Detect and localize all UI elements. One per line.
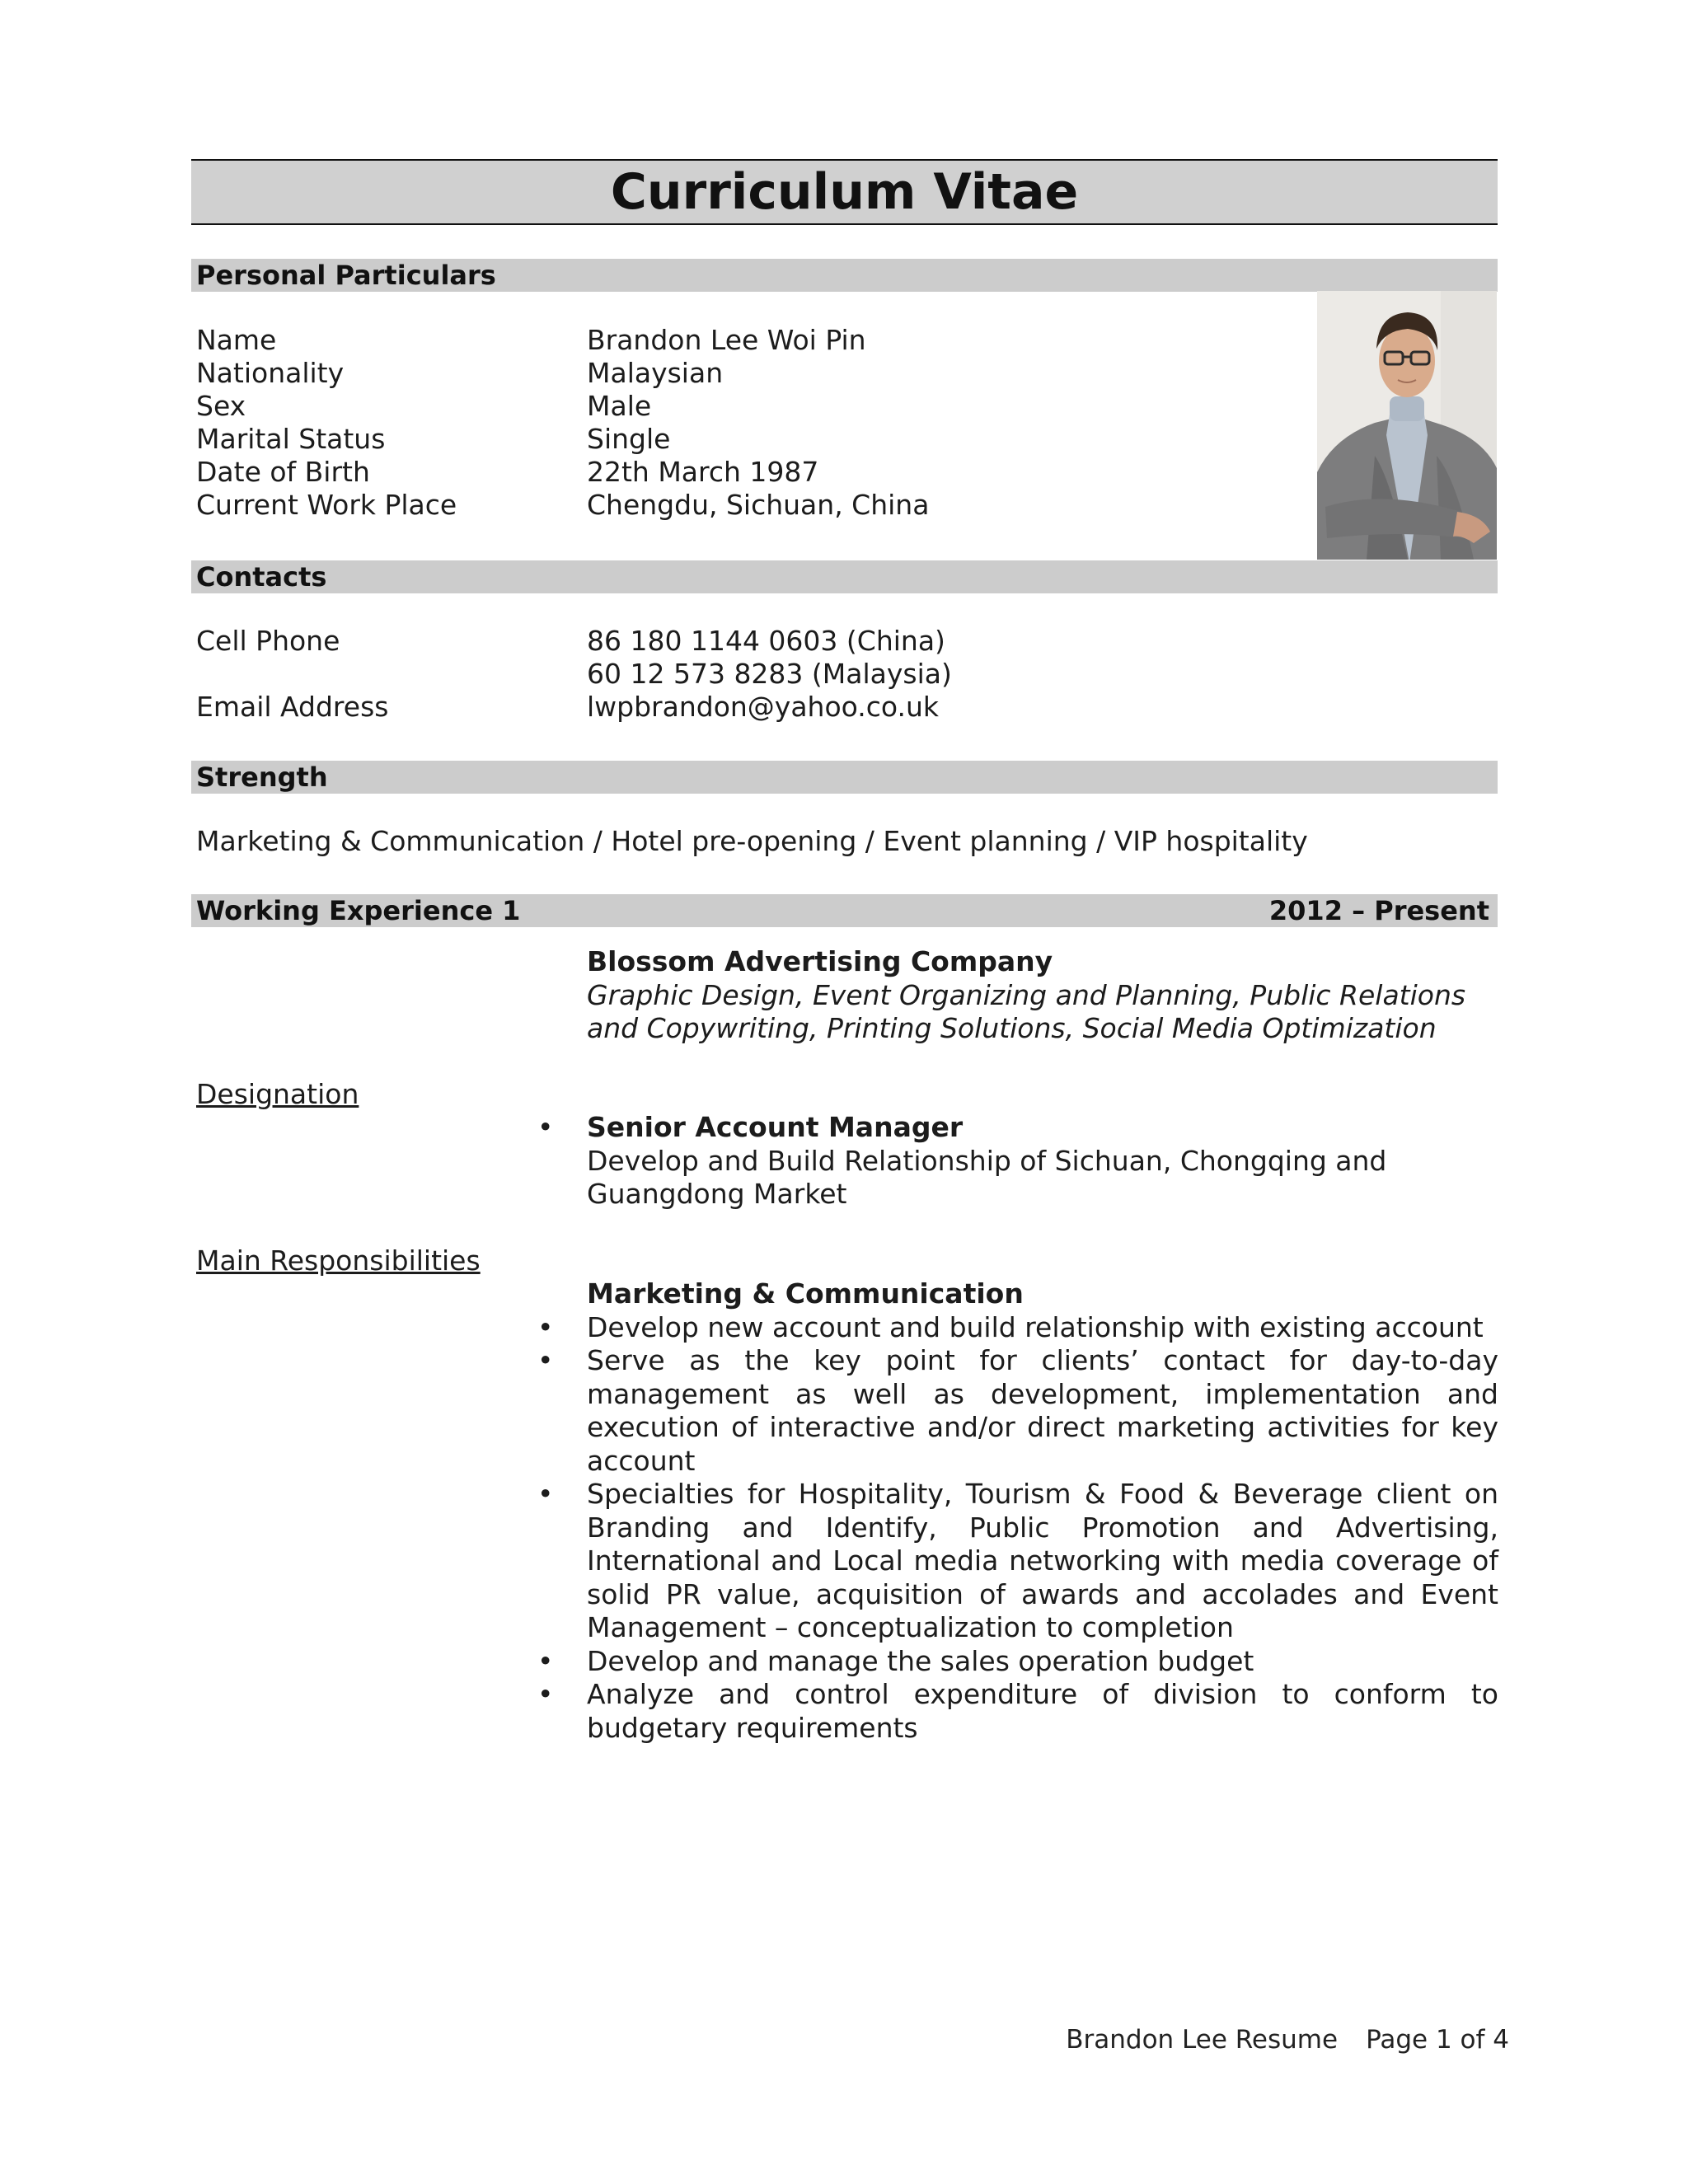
value-phone-china: 86 180 1144 0603 (China)	[587, 625, 945, 657]
page-footer	[1066, 2023, 1509, 2056]
bullet-icon: •	[537, 1111, 554, 1143]
value-nationality: Malaysian	[587, 357, 724, 389]
bullet-icon: •	[537, 1678, 554, 1710]
section-strength	[191, 761, 1498, 794]
label-cell-phone: Cell Phone	[196, 625, 340, 657]
value-date-of-birth: 22th March 1987	[587, 456, 819, 488]
responsibility-text: Serve as the key point for clients’ contact for day-to-day management as well as development, implementation and execution of interactive and/or direct marketing activities for key account	[587, 1344, 1498, 1477]
section-heading: Working Experience 1	[196, 895, 521, 926]
bullet-icon: •	[537, 1344, 554, 1376]
company-name: Blossom Advertising Company	[587, 945, 1053, 977]
bullet-icon: •	[537, 1478, 554, 1510]
resume-page	[191, 159, 1498, 2170]
footer-doc-name: Brandon Lee Resume	[1066, 2025, 1339, 2055]
value-email: lwpbrandon@yahoo.co.uk	[587, 691, 940, 723]
list-item	[537, 1678, 1498, 1745]
company-services: Graphic Design, Event Organizing and Planning, Public Relations and Copywriting, Printing Solutions, Social Media Optimization	[587, 978, 1466, 1044]
label-designation: Designation	[196, 1078, 359, 1110]
list-item	[537, 1645, 1498, 1679]
responsibility-text: Develop new account and build relationship with existing account	[587, 1310, 1484, 1343]
list-item	[537, 1478, 1498, 1645]
label-main-responsibilities: Main Responsibilities	[196, 1244, 481, 1277]
experience-period: 2012 – Present	[1268, 895, 1489, 926]
bullet-icon: •	[537, 1644, 554, 1677]
label-email: Email Address	[196, 691, 389, 723]
responsibilities-heading: Marketing & Communication	[587, 1277, 1024, 1310]
document-title: Curriculum Vitae	[191, 159, 1498, 225]
list-item	[537, 1311, 1498, 1345]
value-phone-malaysia: 60 12 573 8283 (Malaysia)	[587, 658, 952, 690]
section-heading: Strength	[196, 762, 328, 793]
section-heading: Contacts	[196, 561, 327, 593]
strength-text: Marketing & Communication / Hotel pre-opening / Event planning / VIP hospitality	[196, 825, 1308, 857]
company-block	[587, 945, 1498, 1046]
value-sex: Male	[587, 390, 652, 422]
responsibility-text: Develop and manage the sales operation budget	[587, 1644, 1254, 1677]
section-working-experience	[191, 894, 1498, 927]
list-item	[537, 1111, 1498, 1212]
list-item	[537, 1344, 1498, 1478]
designation-desc-line-1: Develop and Build Relationship of Sichuan, Chongqing and	[587, 1144, 1387, 1177]
designation-list	[537, 1111, 1498, 1212]
label-sex: Sex	[196, 390, 246, 422]
value-marital-status: Single	[587, 423, 671, 455]
label-date-of-birth: Date of Birth	[196, 456, 370, 488]
label-current-work-place: Current Work Place	[196, 489, 457, 521]
section-heading: Personal Particulars	[196, 260, 496, 291]
designation-desc-line-2: Guangdong Market	[587, 1178, 847, 1210]
label-name: Name	[196, 324, 277, 356]
profile-photo	[1317, 291, 1497, 560]
responsibility-text: Analyze and control expenditure of division to conform to budgetary requirements	[587, 1678, 1498, 1744]
section-contacts	[191, 560, 1498, 593]
label-marital-status: Marital Status	[196, 423, 386, 455]
responsibilities-list	[537, 1277, 1498, 1745]
footer-page-number: Page 1 of 4	[1366, 2025, 1509, 2055]
value-name: Brandon Lee Woi Pin	[587, 324, 866, 356]
label-nationality: Nationality	[196, 357, 345, 389]
bullet-icon: •	[537, 1310, 554, 1343]
section-personal-particulars	[191, 259, 1498, 292]
responsibility-text: Specialties for Hospitality, Tourism & Food & Beverage client on Branding and Identify, Public Promotion and Advertising, International and Local media networking with media coverage of solid PR value, acquisition of awards and accolades and Event Management – conceptualization to completion	[587, 1478, 1498, 1643]
value-current-work-place: Chengdu, Sichuan, China	[587, 489, 930, 521]
designation-title: Senior Account Manager	[587, 1111, 964, 1143]
